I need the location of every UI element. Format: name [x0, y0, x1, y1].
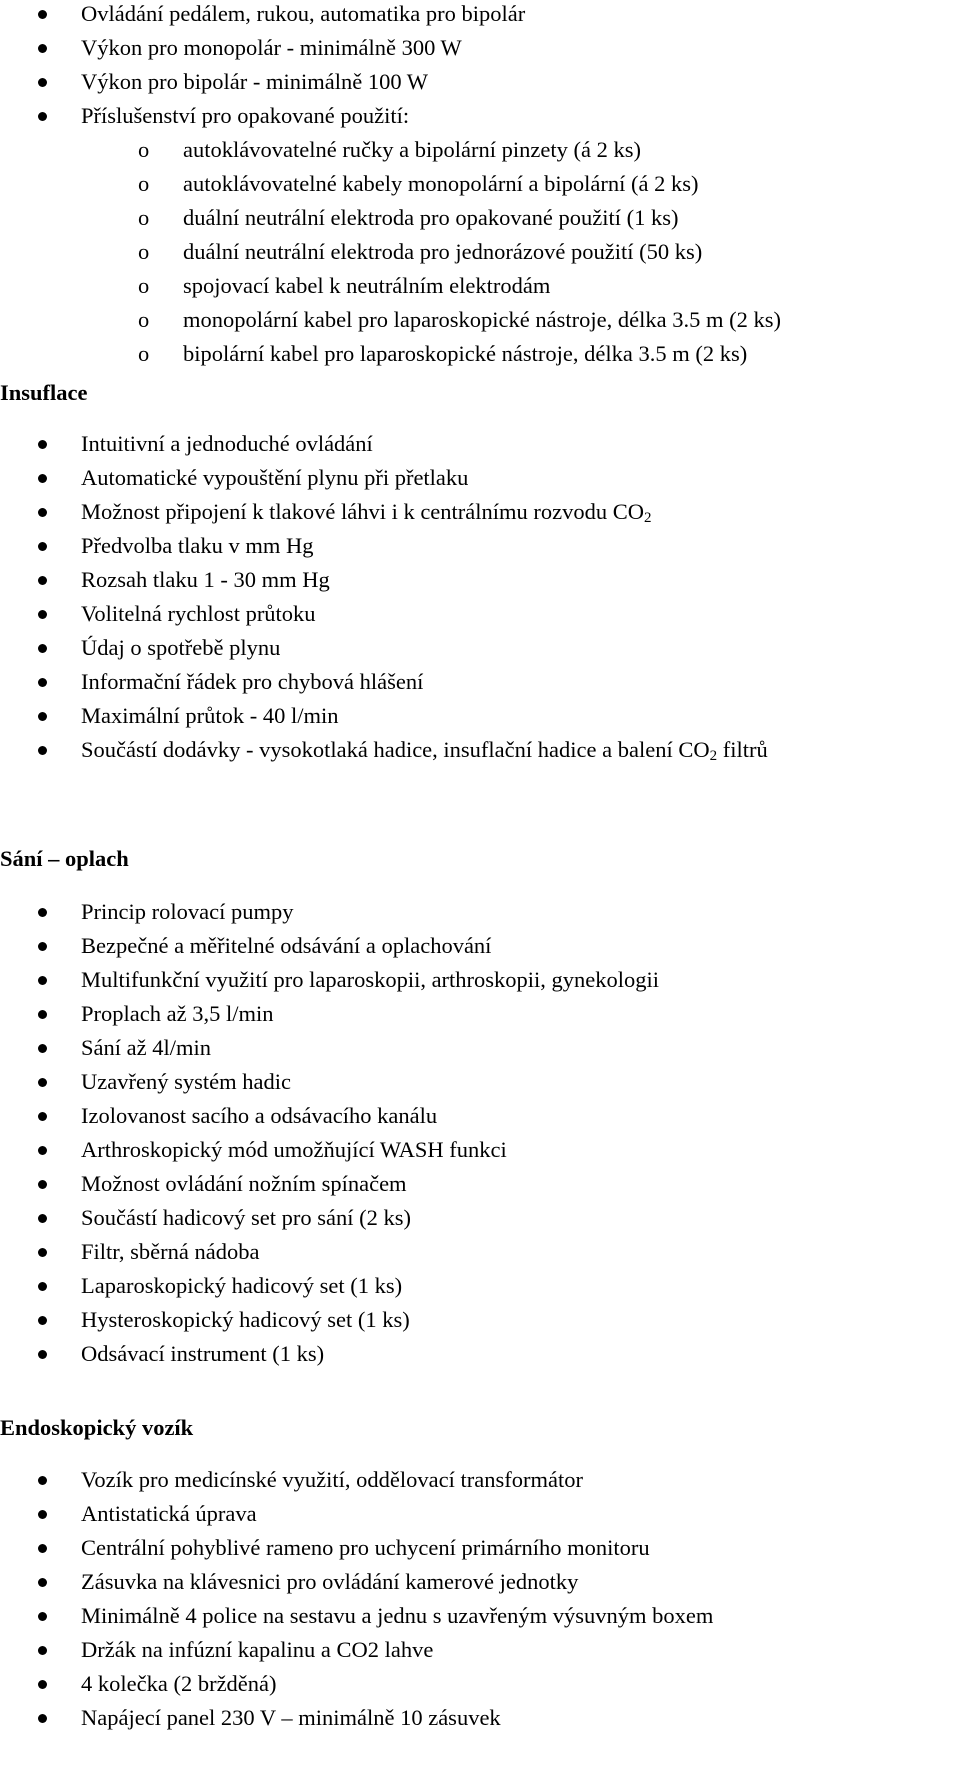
list-item: Automatické vypouštění plynu při přetlaku [81, 465, 469, 490]
section-heading-vozik: Endoskopický vozík [0, 1415, 194, 1440]
list-item-co2-connection [81, 499, 652, 525]
bullet [38, 474, 47, 483]
sub-bullet: o [138, 137, 150, 162]
list-item: Bezpečné a měřitelné odsávání a oplachování [81, 933, 492, 958]
bullet [38, 1044, 47, 1053]
list-item: Napájecí panel 230 V – minimálně 10 zásuvek [81, 1705, 501, 1730]
list-item: Antistatická úprava [81, 1501, 257, 1526]
list-item: Intuitivní a jednoduché ovládání [81, 431, 373, 456]
list-item: Rozsah tlaku 1 - 30 mm Hg [81, 567, 330, 592]
bullet [38, 1476, 47, 1485]
bullet [38, 576, 47, 585]
sub-bullet: o [138, 171, 150, 196]
list-item: Odsávací instrument (1 ks) [81, 1341, 325, 1366]
list-item: Výkon pro bipolár - minimálně 100 W [81, 69, 429, 94]
list-item: Hysteroskopický hadicový set (1 ks) [81, 1307, 410, 1332]
list-item-delivery [81, 737, 768, 763]
bullet [38, 440, 47, 449]
bullet [38, 1112, 47, 1121]
bullet [38, 78, 47, 87]
sub-list-item: autoklávovatelné kabely monopolární a bipolární (á 2 ks) [183, 171, 699, 196]
bullet [38, 976, 47, 985]
list-item: Zásuvka na klávesnici pro ovládání kamerové jednotky [81, 1569, 579, 1594]
bullet [38, 942, 47, 951]
section-heading-sani: Sání – oplach [0, 846, 129, 871]
sub-list-item: duální neutrální elektroda pro opakované použití (1 ks) [183, 205, 679, 230]
section-heading-insuflace: Insuflace [0, 380, 88, 405]
sub-list-item: monopolární kabel pro laparoskopické nástroje, délka 3.5 m (2 ks) [183, 307, 781, 332]
sub-list-item: spojovací kabel k neutrálním elektrodám [183, 273, 551, 298]
bullet [38, 746, 47, 755]
bullet [38, 1316, 47, 1325]
list-item: Příslušenství pro opakované použití: [81, 103, 410, 128]
bullet [38, 1214, 47, 1223]
bullet [38, 678, 47, 687]
list-item: Držák na infúzní kapalinu a CO2 lahve [81, 1637, 434, 1662]
list-item-tail: filtrů [717, 737, 768, 762]
list-item: Sání až 4l/min [81, 1035, 211, 1060]
list-item: Informační řádek pro chybová hlášení [81, 669, 424, 694]
sub-bullet: o [138, 239, 150, 264]
list-item: Vozík pro medicínské využití, oddělovací transformátor [81, 1467, 583, 1492]
bullet [38, 1078, 47, 1087]
list-item: Laparoskopický hadicový set (1 ks) [81, 1273, 403, 1298]
list-item: Údaj o spotřebě plynu [81, 635, 281, 660]
bullet [38, 112, 47, 121]
list-item: Maximální průtok - 40 l/min [81, 703, 339, 728]
bullet [38, 10, 47, 19]
list-item: Princip rolovací pumpy [81, 899, 294, 924]
sub-bullet: o [138, 341, 150, 366]
bullet [38, 508, 47, 517]
list-item: Arthroskopický mód umožňující WASH funkci [81, 1137, 507, 1162]
bullet [38, 1010, 47, 1019]
bullet [38, 644, 47, 653]
list-item: Výkon pro monopolár - minimálně 300 W [81, 35, 462, 60]
bullet [38, 1350, 47, 1359]
bullet [38, 1510, 47, 1519]
bullet [38, 1578, 47, 1587]
subscript-2: 2 [709, 748, 718, 764]
bullet [38, 908, 47, 917]
list-item: Izolovanost sacího a odsávacího kanálu [81, 1103, 438, 1128]
bullet [38, 1180, 47, 1189]
list-item: Předvolba tlaku v mm Hg [81, 533, 314, 558]
bullet [38, 1248, 47, 1257]
sub-bullet: o [138, 205, 150, 230]
subscript-2: 2 [644, 510, 652, 526]
list-item: Volitelná rychlost průtoku [81, 601, 316, 626]
list-item: 4 kolečka (2 bržděná) [81, 1671, 277, 1696]
bullet [38, 542, 47, 551]
sub-bullet: o [138, 307, 150, 332]
list-item: Proplach až 3,5 l/min [81, 1001, 274, 1026]
list-item: Multifunkční využití pro laparoskopii, arthroskopii, gynekologii [81, 967, 660, 992]
list-item-text: Možnost připojení k tlakové láhvi i k centrálnímu rozvodu CO [81, 499, 645, 524]
bullet [38, 1146, 47, 1155]
list-item: Centrální pohyblivé rameno pro uchycení primárního monitoru [81, 1535, 650, 1560]
list-item: Uzavřený systém hadic [81, 1069, 291, 1094]
list-item: Ovládání pedálem, rukou, automatika pro bipolár [81, 1, 526, 26]
bullet [38, 712, 47, 721]
bullet [38, 610, 47, 619]
bullet [38, 1646, 47, 1655]
sub-list-item: duální neutrální elektroda pro jednorázové použití (50 ks) [183, 239, 703, 264]
bullet [38, 1714, 47, 1723]
list-item: Minimálně 4 police na sestavu a jednu s uzavřeným výsuvným boxem [81, 1603, 714, 1628]
sub-list-item: bipolární kabel pro laparoskopické nástroje, délka 3.5 m (2 ks) [183, 341, 748, 366]
list-item: Součástí hadicový set pro sání (2 ks) [81, 1205, 411, 1230]
sub-bullet: o [138, 273, 150, 298]
bullet [38, 1282, 47, 1291]
sub-list-item: autoklávovatelné ručky a bipolární pinzety (á 2 ks) [183, 137, 641, 162]
bullet [38, 1544, 47, 1553]
bullet [38, 1612, 47, 1621]
list-item: Filtr, sběrná nádoba [81, 1239, 260, 1264]
list-item-text: Součástí dodávky - vysokotlaká hadice, insuflační hadice a balení CO [81, 737, 710, 762]
bullet [38, 1680, 47, 1689]
list-item: Možnost ovládání nožním spínačem [81, 1171, 407, 1196]
bullet [38, 44, 47, 53]
